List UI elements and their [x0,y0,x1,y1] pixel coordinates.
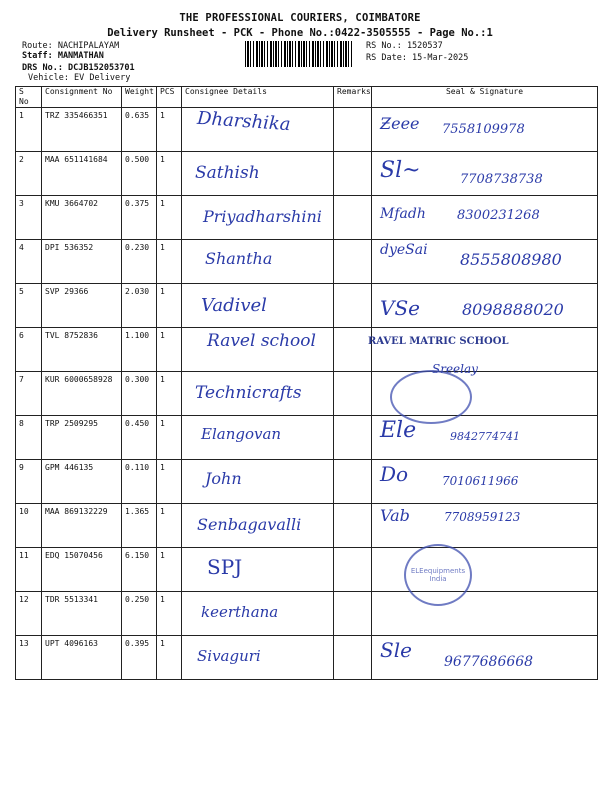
row-consignee [182,416,334,460]
row-sno: 11 [16,548,42,592]
row-remarks [334,196,372,240]
consignee-handwriting: Ravel school [207,331,316,351]
row-consignee [182,372,334,416]
table-row [16,196,598,240]
row-consignment-no: DPI 536352 [42,240,122,284]
row-weight: 6.150 [122,548,157,592]
row-remarks [334,240,372,284]
table-row [16,636,598,680]
row-weight: 0.500 [122,152,157,196]
row-consignee [182,592,334,636]
row-consignee [182,548,334,592]
signature-mark: Sreelay [432,362,478,376]
row-sno: 10 [16,504,42,548]
row-weight: 0.300 [122,372,157,416]
row-weight: 1.100 [122,328,157,372]
consignee-handwriting: Priyadharshini [203,207,322,226]
row-consignment-no: TRP 2509295 [42,416,122,460]
col-seal-signature: Seal & Signature [372,87,598,108]
barcode [245,41,353,67]
row-remarks [334,636,372,680]
row-signature [372,592,598,636]
row-pcs: 1 [157,636,182,680]
consignee-handwriting: John [205,469,242,488]
row-consignee [182,108,334,152]
table-row [16,108,598,152]
signature-phone: 7708738738 [460,172,543,187]
row-signature [372,636,598,680]
row-signature [372,416,598,460]
row-remarks [334,460,372,504]
row-signature [372,152,598,196]
row-pcs: 1 [157,284,182,328]
row-pcs: 1 [157,372,182,416]
col-remarks: Remarks [334,87,372,108]
row-pcs: 1 [157,548,182,592]
row-consignment-no: EDQ 15070456 [42,548,122,592]
table-row [16,460,598,504]
signature-phone: 7708959123 [444,510,521,524]
consignee-handwriting: keerthana [201,603,279,621]
row-consignee [182,328,334,372]
row-remarks [334,504,372,548]
signature-phone: 7010611966 [442,474,519,488]
row-consignee [182,196,334,240]
row-pcs: 1 [157,328,182,372]
row-sno: 7 [16,372,42,416]
table-row [16,592,598,636]
row-signature [372,240,598,284]
row-sno: 3 [16,196,42,240]
runsheet-table [15,86,598,680]
row-consignment-no: KUR 6000658928 [42,372,122,416]
rs-number: RS No.: 1520537 [366,41,443,51]
drs-label: DRS No.: DCJB152053701 [22,63,135,73]
table-row [16,548,598,592]
row-pcs: 1 [157,108,182,152]
signature-phone: 8555808980 [460,250,562,269]
row-weight: 0.110 [122,460,157,504]
signature-phone: 7558109978 [442,122,525,137]
signature-mark: dyeSai [380,242,428,258]
row-remarks [334,592,372,636]
row-remarks [334,108,372,152]
row-consignment-no: TDR 5513341 [42,592,122,636]
route-label: Route: NACHIPALAYAM [22,41,120,51]
row-consignee [182,240,334,284]
signature-phone: 8098888020 [462,300,564,319]
row-signature [372,108,598,152]
row-sno: 8 [16,416,42,460]
row-remarks [334,152,372,196]
consignee-handwriting: Shantha [205,249,273,268]
signature-mark: Ele [380,418,417,443]
staff-label: Staff: MANMATHAN [22,51,104,61]
row-consignment-no: SVP 29366 [42,284,122,328]
row-consignment-no: GPM 446135 [42,460,122,504]
row-weight: 0.375 [122,196,157,240]
row-pcs: 1 [157,196,182,240]
row-consignment-no: KMU 3664702 [42,196,122,240]
row-weight: 0.230 [122,240,157,284]
col-consignee: Consignee Details [182,87,334,108]
row-remarks [334,284,372,328]
seal-text: ELEequipments India [410,567,466,583]
signature-phone: 9842774741 [450,430,520,443]
signature-mark: VSe [380,296,420,320]
runsheet-subtitle: Delivery Runsheet - PCK - Phone No.:0422-3505555 - Page No.:1 [107,27,493,39]
signature-mark: Do [380,462,409,486]
signature-mark: Ƶeee [380,114,420,133]
signature-phone: 8300231268 [457,208,540,223]
row-consignment-no: TRZ 335466351 [42,108,122,152]
row-weight: 2.030 [122,284,157,328]
row-weight: 0.395 [122,636,157,680]
row-signature [372,284,598,328]
row-consignment-no: UPT 4096163 [42,636,122,680]
row-signature [372,504,598,548]
row-pcs: 1 [157,152,182,196]
consignee-handwriting: Vadivel [201,295,267,316]
col-sno: S No [16,87,42,108]
row-pcs: 1 [157,504,182,548]
row-weight: 0.250 [122,592,157,636]
row-sno: 5 [16,284,42,328]
row-pcs: 1 [157,592,182,636]
row-consignee [182,152,334,196]
table-header-row [16,87,598,108]
company-title: THE PROFESSIONAL COURIERS, COIMBATORE [179,12,421,24]
row-sno: 12 [16,592,42,636]
consignee-handwriting: Sivaguri [197,647,261,665]
row-sno: 9 [16,460,42,504]
school-stamp: RAVEL MATRIC SCHOOL [368,336,509,347]
row-pcs: 1 [157,416,182,460]
signature-mark: Vab [380,506,410,525]
row-consignee [182,636,334,680]
row-remarks [334,372,372,416]
row-sno: 13 [16,636,42,680]
row-weight: 0.635 [122,108,157,152]
row-pcs: 1 [157,460,182,504]
signature-phone: 9677686668 [444,654,534,670]
row-signature [368,328,598,372]
row-consignee [182,504,334,548]
row-weight: 1.365 [122,504,157,548]
consignee-handwriting: Elangovan [201,425,282,443]
row-consignee [182,460,334,504]
row-signature [372,460,598,504]
row-consignment-no: MAA 651141684 [42,152,122,196]
table-row [16,240,598,284]
col-consignment: Consignment No [42,87,122,108]
row-signature [372,196,598,240]
row-signature [372,548,598,592]
table-row [16,372,598,416]
signature-mark: Mfadh [380,206,426,222]
consignee-handwriting: Sathish [195,163,260,183]
table-row [16,284,598,328]
col-weight: Weight [122,87,157,108]
consignee-handwriting: Dharshika [196,107,292,136]
row-sno: 2 [16,152,42,196]
table-row [16,416,598,460]
row-consignee [182,284,334,328]
row-sno: 4 [16,240,42,284]
row-sno: 6 [16,328,42,372]
consignee-handwriting: Senbagavalli [197,515,302,534]
consignee-handwriting: Technicrafts [195,383,302,403]
rs-date: RS Date: 15-Mar-2025 [366,53,469,63]
row-remarks [334,548,372,592]
row-consignment-no: TVL 8752836 [42,328,122,372]
row-remarks [334,328,372,372]
row-weight: 0.450 [122,416,157,460]
row-remarks [334,416,372,460]
vehicle-label: Vehicle: EV Delivery [28,73,131,83]
col-pcs: PCS [157,87,182,108]
consignee-handwriting: SPJ [207,555,243,579]
row-signature [372,362,598,416]
table-row [16,328,598,372]
signature-mark: Sl~ [380,158,421,183]
row-consignment-no: MAA 869132229 [42,504,122,548]
table-row [16,504,598,548]
row-sno: 1 [16,108,42,152]
row-pcs: 1 [157,240,182,284]
table-row [16,152,598,196]
signature-mark: Sle [380,638,412,662]
